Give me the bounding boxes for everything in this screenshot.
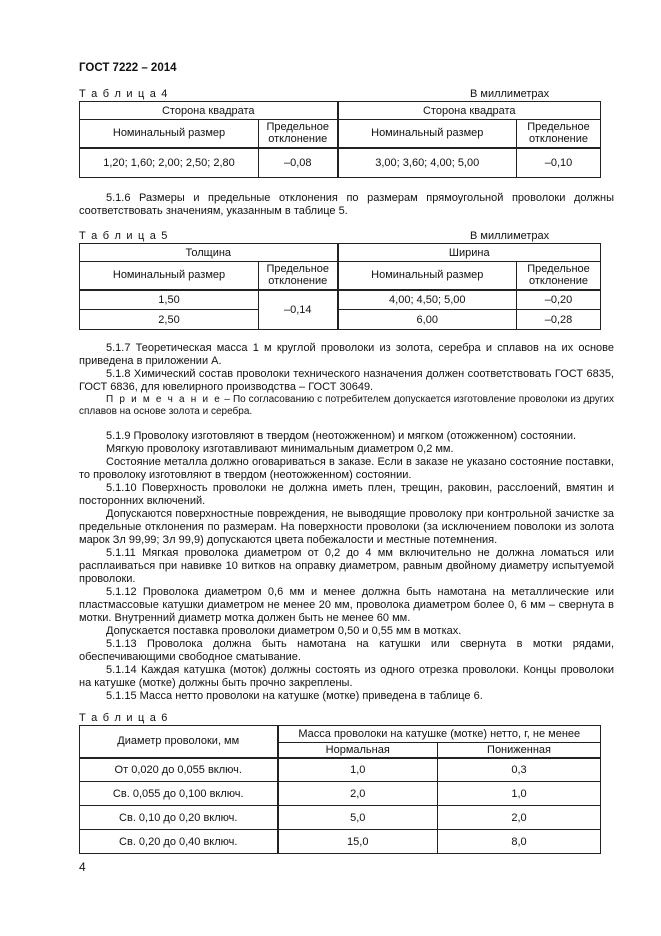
table4-group-left: Сторона квадрата xyxy=(80,102,338,120)
table6-diameter: Св. 0,055 до 0,100 включ. xyxy=(80,782,278,806)
para-5-1-13: 5.1.13 Проволока должна быть намотана на катушки или свернута в мотки рядами, обеспечивающими свободное сматывание. xyxy=(79,638,614,663)
para-soft-wire: Мягкую проволоку изготавливают минимальным диаметром 0,2 мм. xyxy=(106,443,454,455)
table4-col-deviation-right: Предельное отклонение xyxy=(517,120,601,148)
table6-reduced: 8,0 xyxy=(438,830,601,854)
para-5-1-14: 5.1.14 Каждая катушка (моток) должны состоять из одного отрезка проволоки. Концы проволоки на катушке (мотке) должны быть прочно закреплены. xyxy=(79,664,614,689)
document-header: ГОСТ 7222 – 2014 xyxy=(79,62,177,74)
table4-dev-left: –0,08 xyxy=(259,148,338,178)
table5-col-nominal-left: Номинальный размер xyxy=(80,262,259,290)
note-label: П р и м е ч а н и е xyxy=(106,394,222,405)
table5-thickness-dev: –0,14 xyxy=(259,290,338,330)
table5-width-2: 6,00 xyxy=(338,310,517,330)
table5-group-left: Толщина xyxy=(80,244,338,262)
para-5-1-7: 5.1.7 Теоретическая масса 1 м круглой проволоки из золота, серебра и сплавов на их основе приведена в приложении А. xyxy=(79,342,614,367)
table6-normal: 15,0 xyxy=(278,830,438,854)
table6-col-normal: Нормальная xyxy=(278,743,438,758)
table4-col-deviation-left: Предельное отклонение xyxy=(259,120,338,148)
table5-col-deviation-right: Предельное отклонение xyxy=(517,262,601,290)
table6-normal: 5,0 xyxy=(278,806,438,830)
table5-col-nominal-right: Номинальный размер xyxy=(338,262,517,290)
table6-col-diameter: Диаметр проволоки, мм xyxy=(80,726,278,758)
table6-diameter: От 0,020 до 0,055 включ. xyxy=(80,758,278,782)
table4-col-nominal-right: Номинальный размер xyxy=(338,120,517,148)
table6-reduced: 1,0 xyxy=(438,782,601,806)
table6-diameter: Св. 0,20 до 0,40 включ. xyxy=(80,830,278,854)
para-5-1-12: 5.1.12 Проволока диаметром 0,6 мм и менее должна быть намотана на металлические или пластмассовые катушки диаметром не менее 20 мм, проволока диаметром более 0, 6 мм – свернута в мотки. Внутренний диаметр мотка должен быть не менее 60 мм. xyxy=(79,586,614,624)
table5-caption: Т а б л и ц а 5 xyxy=(79,230,169,242)
table5-group-right: Ширина xyxy=(338,244,601,262)
table4-caption: Т а б л и ц а 4 xyxy=(79,88,169,100)
table5-thickness-2: 2,50 xyxy=(80,310,259,330)
table4-unit: В миллиметрах xyxy=(470,88,550,100)
table6-diameter: Св. 0,10 до 0,20 включ. xyxy=(80,806,278,830)
table6-normal: 2,0 xyxy=(278,782,438,806)
table6 xyxy=(79,725,601,854)
table4-dev-right: –0,10 xyxy=(517,148,601,178)
para-surface-defects: Допускаются поверхностные повреждения, не выводящие проволоку при контрольной зачистке за предельные отклонения по размерам. На поверхности проволоки (за исключением поволоки из золота марок Зл 99,99; Зл 99,9) допускаются цвета побежалости и местные потемнения. xyxy=(79,508,614,546)
table5-width-1: 4,00; 4,50; 5,00 xyxy=(338,290,517,310)
table6-col-reduced: Пониженная xyxy=(438,743,601,758)
table4 xyxy=(79,101,601,178)
table5-unit: В миллиметрах xyxy=(470,230,550,242)
para-5-1-8: 5.1.8 Химический состав проволоки технического назначения должен соответствовать ГОСТ 6835, ГОСТ 6836, для ювелирного производства – ГОСТ 30649. xyxy=(79,368,614,393)
table6-reduced: 0,3 xyxy=(438,758,601,782)
para-5-1-6: 5.1.6 Размеры и предельные отклонения по размерам прямоугольной проволоки должны соответствовать значениям, указанным в таблице 5. xyxy=(79,192,614,217)
para-coils: Допускается поставка проволоки диаметром 0,50 и 0,55 мм в мотках. xyxy=(106,625,462,637)
para-5-1-9: 5.1.9 Проволоку изготовляют в твердом (неотожженном) и мягком (отожженном) состоянии. xyxy=(106,430,577,442)
table4-col-nominal-left: Номинальный размер xyxy=(80,120,259,148)
para-metal-state: Состояние металла должно оговариваться в заказе. Если в заказе не указано состояние поставки, то проволоку изготовляют в твердом (неотожженном) состоянии. xyxy=(79,456,614,481)
table6-col-mass: Масса проволоки на катушке (мотке) нетто, г, не менее xyxy=(278,726,601,743)
table5 xyxy=(79,243,601,330)
para-5-1-15: 5.1.15 Масса нетто проволоки на катушке (мотке) приведена в таблице 6. xyxy=(106,690,483,702)
table4-nominal-right: 3,00; 3,60; 4,00; 5,00 xyxy=(338,148,517,178)
table5-thickness-1: 1,50 xyxy=(80,290,259,310)
note xyxy=(79,394,614,418)
note-text: – По согласованию с потребителем допускается изготовление проволоки из других сплавов на основе золота и серебра. xyxy=(79,394,615,417)
table6-normal: 1,0 xyxy=(278,758,438,782)
table4-group-right: Сторона квадрата xyxy=(338,102,601,120)
para-5-1-11: 5.1.11 Мягкая проволока диаметром от 0,2 до 4 мм включительно не должна ломаться или расплаиваться при навивке 10 витков на оправку диаметром, равным двойному диаметру испытуемой проволоки. xyxy=(79,547,614,585)
table6-caption: Т а б л и ц а 6 xyxy=(79,712,169,724)
table4-nominal-left: 1,20; 1,60; 2,00; 2,50; 2,80 xyxy=(80,148,259,178)
table5-col-deviation-left: Предельное отклонение xyxy=(259,262,338,290)
page-number: 4 xyxy=(79,860,86,874)
para-5-1-10: 5.1.10 Поверхность проволоки не должна иметь плен, трещин, раковин, расслоений, вмятин и посторонних включений. xyxy=(79,482,614,507)
table5-width-dev-1: –0,20 xyxy=(517,290,601,310)
table6-reduced: 2,0 xyxy=(438,806,601,830)
table5-width-dev-2: –0,28 xyxy=(517,310,601,330)
